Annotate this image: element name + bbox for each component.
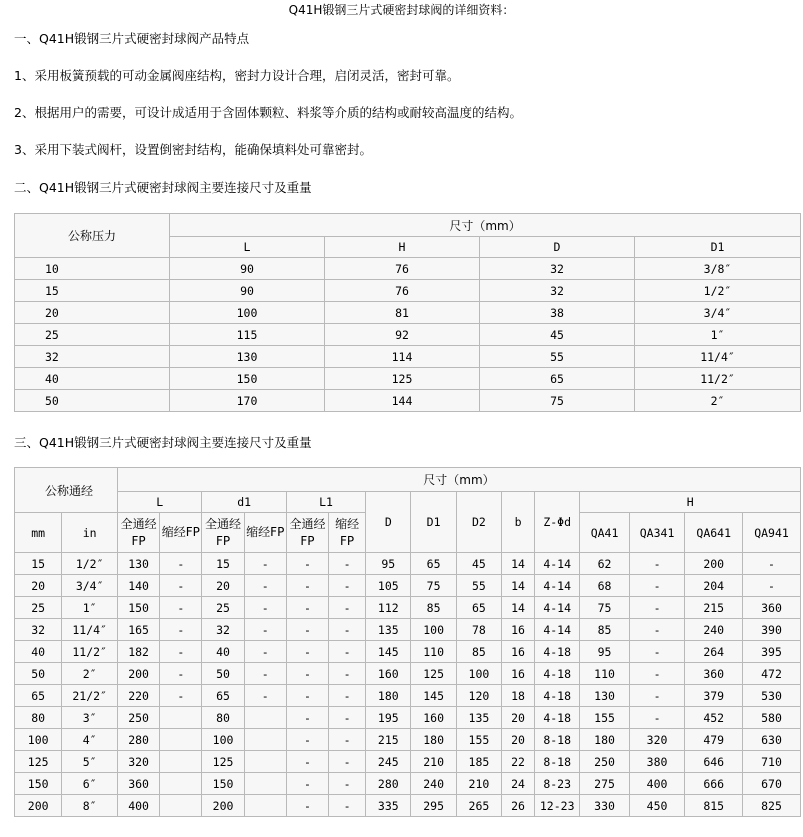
table-row (15, 346, 801, 368)
table-cell: 50 (202, 663, 244, 685)
table-cell: - (630, 597, 686, 619)
table-row (15, 729, 801, 751)
table-cell: 16 (502, 641, 535, 663)
table-cell: 8-18 (535, 751, 580, 773)
group-header-L1: L1 (287, 492, 366, 513)
table-cell: 24 (502, 773, 535, 795)
col-header-d1-reduced-bore: 缩经FP (245, 513, 287, 553)
table-cell: 115 (170, 324, 325, 346)
table-cell: 710 (743, 751, 801, 773)
table-cell: - (287, 707, 329, 729)
table-cell: 90 (170, 280, 325, 302)
table-cell: - (160, 553, 202, 575)
table-cell: 16 (502, 619, 535, 641)
col-header-d1-full-bore: 全通经FP (202, 513, 244, 553)
table-cell: 144 (325, 390, 480, 412)
table-cell (245, 707, 287, 729)
table-cell: 182 (118, 641, 160, 663)
table-cell: - (329, 553, 366, 575)
table-cell: - (287, 663, 329, 685)
col-header-D: D (366, 492, 411, 553)
table-cell: 5″ (62, 751, 118, 773)
table-cell: 50 (15, 663, 62, 685)
document-title: Q41H锻钢三片式硬密封球阀的详细资料： (288, 3, 515, 17)
table-cell: 75 (580, 597, 629, 619)
table-cell: 240 (411, 773, 456, 795)
table-cell: 150 (118, 597, 160, 619)
table-cell: 95 (580, 641, 629, 663)
table-cell: 240 (685, 619, 743, 641)
size-header: 尺寸（mm） (118, 468, 801, 492)
table-cell: 76 (325, 280, 480, 302)
table-cell: 400 (118, 795, 160, 817)
table-cell: 280 (118, 729, 160, 751)
table-cell: 479 (685, 729, 743, 751)
table-cell: 68 (580, 575, 629, 597)
table-cell: 65 (202, 685, 244, 707)
table-cell: 110 (411, 641, 456, 663)
table-cell: 100 (411, 619, 456, 641)
table-cell: 65 (15, 685, 62, 707)
table-cell (160, 751, 202, 773)
table-cell: - (329, 663, 366, 685)
table-cell: 100 (170, 302, 325, 324)
table-cell: 90 (170, 258, 325, 280)
table-cell: 320 (118, 751, 160, 773)
table-cell: 4″ (62, 729, 118, 751)
table-cell: - (287, 795, 329, 817)
table-row (15, 258, 801, 280)
table-cell: - (329, 575, 366, 597)
table-cell: 18 (502, 685, 535, 707)
table-cell: - (743, 553, 801, 575)
table-cell: 114 (325, 346, 480, 368)
table-cell: 45 (457, 553, 502, 575)
table-cell: - (245, 597, 287, 619)
table-cell (245, 729, 287, 751)
table-row (15, 641, 801, 663)
table-cell: 4-14 (535, 619, 580, 641)
col-header-in: in (62, 513, 118, 553)
table-cell: 81 (325, 302, 480, 324)
table-row (15, 751, 801, 773)
table-cell: 55 (457, 575, 502, 597)
table-cell: 155 (457, 729, 502, 751)
table-cell: 195 (366, 707, 411, 729)
col-header-qa641: QA641 (685, 513, 743, 553)
table-cell: 100 (202, 729, 244, 751)
table-cell: 32 (15, 619, 62, 641)
table-cell: 4-18 (535, 685, 580, 707)
col-header-H: H (325, 237, 480, 258)
table-row (15, 707, 801, 729)
col-header-mm: mm (15, 513, 62, 553)
col-header-L: L (170, 237, 325, 258)
col-header-D: D (480, 237, 635, 258)
table-cell: 14 (502, 553, 535, 575)
table-cell: - (245, 575, 287, 597)
size-header: 尺寸（mm） (170, 214, 801, 237)
col-header-b: b (502, 492, 535, 553)
col-header-qa41: QA41 (580, 513, 629, 553)
table-cell: 10 (15, 258, 170, 280)
table-cell: 150 (202, 773, 244, 795)
table-cell: 1/2″ (635, 280, 801, 302)
table-cell: 200 (202, 795, 244, 817)
table-cell: 815 (685, 795, 743, 817)
col-header-L1-full-bore: 全通经FP (287, 513, 329, 553)
table-cell: 360 (685, 663, 743, 685)
table-row (15, 773, 801, 795)
table-cell: - (160, 597, 202, 619)
table-cell: 200 (685, 553, 743, 575)
table-cell: 180 (366, 685, 411, 707)
table-row (15, 619, 801, 641)
table-cell: 76 (325, 258, 480, 280)
table-cell: 264 (685, 641, 743, 663)
table-cell: 215 (685, 597, 743, 619)
table-cell: 120 (457, 685, 502, 707)
table-cell: 4-14 (535, 575, 580, 597)
table-cell: - (287, 619, 329, 641)
table-cell: 32 (480, 258, 635, 280)
table-cell: 250 (580, 751, 629, 773)
table-cell: 8″ (62, 795, 118, 817)
table-cell: 1″ (635, 324, 801, 346)
table-row (15, 368, 801, 390)
table-cell: 62 (580, 553, 629, 575)
table-cell: 14 (502, 575, 535, 597)
table-cell: 112 (366, 597, 411, 619)
table-cell: 85 (457, 641, 502, 663)
table-cell: 180 (580, 729, 629, 751)
dimension-table-by-bore (14, 467, 801, 817)
table-cell: 20 (502, 729, 535, 751)
table-cell: 95 (366, 553, 411, 575)
table-cell: - (287, 553, 329, 575)
table-cell: 472 (743, 663, 801, 685)
table-cell: 11/2″ (62, 641, 118, 663)
dimension-table-by-pressure (14, 213, 801, 412)
table-cell: - (245, 641, 287, 663)
table-cell: 40 (15, 368, 170, 390)
table-cell: - (287, 597, 329, 619)
table-cell: 21/2″ (62, 685, 118, 707)
col-header-D1: D1 (635, 237, 801, 258)
table-cell: 452 (685, 707, 743, 729)
table-cell: 40 (202, 641, 244, 663)
feature-point-1: 1、采用板簧预载的可动金属阀座结构，密封力设计合理，启闭灵活，密封可靠。 (14, 68, 460, 83)
table-cell: 145 (366, 641, 411, 663)
table-cell: 100 (15, 729, 62, 751)
table-cell: 75 (411, 575, 456, 597)
nominal-bore-header: 公称通经 (15, 468, 118, 513)
table-cell: 245 (366, 751, 411, 773)
col-header-L1-reduced-bore: 缩经FP (329, 513, 366, 553)
table-cell: - (160, 641, 202, 663)
table-cell: 32 (202, 619, 244, 641)
table-cell: 45 (480, 324, 635, 346)
table-cell: 78 (457, 619, 502, 641)
table-cell: - (245, 553, 287, 575)
table-cell: - (160, 663, 202, 685)
table-cell (160, 795, 202, 817)
table-cell: 32 (15, 346, 170, 368)
table-cell: - (160, 685, 202, 707)
table-row (15, 324, 801, 346)
table-cell: 110 (580, 663, 629, 685)
table-cell: 4-18 (535, 641, 580, 663)
table-cell: 130 (580, 685, 629, 707)
table-row (15, 597, 801, 619)
col-header-L-reduced-bore: 缩经FP (160, 513, 202, 553)
table-cell: 20 (502, 707, 535, 729)
feature-point-3: 3、采用下装式阀杆，设置倒密封结构，能确保填料处可靠密封。 (14, 142, 372, 157)
table-cell: 80 (202, 707, 244, 729)
table-cell: - (329, 773, 366, 795)
feature-point-2: 2、根据用户的需要，可设计成适用于含固体颗粒、料浆等介质的结构或耐较高温度的结构。 (14, 105, 522, 120)
table-cell: 145 (411, 685, 456, 707)
table-cell: - (329, 619, 366, 641)
table-cell: 4-14 (535, 597, 580, 619)
table-cell: 4-18 (535, 663, 580, 685)
table-cell: 3/4″ (62, 575, 118, 597)
group-header-L: L (118, 492, 202, 513)
table-cell (245, 795, 287, 817)
table-cell: - (160, 575, 202, 597)
table-cell: 280 (366, 773, 411, 795)
table-cell: - (329, 641, 366, 663)
table-cell: - (287, 773, 329, 795)
table-cell: 360 (118, 773, 160, 795)
table-cell: - (630, 641, 686, 663)
table-cell: 135 (366, 619, 411, 641)
table-row (15, 302, 801, 324)
table-cell: 200 (15, 795, 62, 817)
table-cell: 3/8″ (635, 258, 801, 280)
table-cell: 450 (630, 795, 686, 817)
table-cell: 16 (502, 663, 535, 685)
table-cell: 165 (118, 619, 160, 641)
table-row (15, 280, 801, 302)
table-cell: 400 (630, 773, 686, 795)
table-cell: 40 (15, 641, 62, 663)
table-cell: 160 (366, 663, 411, 685)
table-cell: 65 (480, 368, 635, 390)
table-cell: 390 (743, 619, 801, 641)
table-cell: - (329, 795, 366, 817)
table-cell (245, 773, 287, 795)
table-cell: 630 (743, 729, 801, 751)
table-cell: 32 (480, 280, 635, 302)
table-cell: 180 (411, 729, 456, 751)
table-cell: - (287, 729, 329, 751)
table-cell: - (287, 641, 329, 663)
table-cell: 75 (480, 390, 635, 412)
table-cell: - (630, 619, 686, 641)
table-cell: - (630, 685, 686, 707)
table-cell: 1/2″ (62, 553, 118, 575)
table-cell: 135 (457, 707, 502, 729)
table-cell: 11/4″ (635, 346, 801, 368)
table-cell: 3″ (62, 707, 118, 729)
table-row (15, 553, 801, 575)
table-cell: - (329, 707, 366, 729)
table-cell: 25 (202, 597, 244, 619)
table-cell: 380 (630, 751, 686, 773)
table-cell: 85 (580, 619, 629, 641)
table-cell: - (630, 575, 686, 597)
table-cell: 125 (325, 368, 480, 390)
table-cell: - (245, 685, 287, 707)
table-cell: - (630, 707, 686, 729)
table-cell: 15 (15, 280, 170, 302)
table-cell: - (287, 575, 329, 597)
table-cell: 185 (457, 751, 502, 773)
table-cell: - (329, 685, 366, 707)
col-header-L-full-bore: 全通经FP (118, 513, 160, 553)
table-cell: 220 (118, 685, 160, 707)
table-cell (245, 751, 287, 773)
table-cell: 580 (743, 707, 801, 729)
table-cell: 320 (630, 729, 686, 751)
table-cell: 140 (118, 575, 160, 597)
group-header-H: H (580, 492, 801, 513)
table-cell: 125 (202, 751, 244, 773)
table-cell: 150 (15, 773, 62, 795)
table-cell: 210 (457, 773, 502, 795)
table-cell: 20 (15, 575, 62, 597)
table-cell: 25 (15, 597, 62, 619)
table-cell: - (329, 751, 366, 773)
table-cell: 395 (743, 641, 801, 663)
table-cell: 215 (366, 729, 411, 751)
table-cell: 4-18 (535, 707, 580, 729)
table-cell: 25 (15, 324, 170, 346)
table-cell: 670 (743, 773, 801, 795)
table-cell: 50 (15, 390, 170, 412)
section2-heading: 二、Q41H锻钢三片式硬密封球阀主要连接尺寸及重量 (14, 180, 312, 195)
table-cell: - (630, 553, 686, 575)
table-cell: 155 (580, 707, 629, 729)
table-cell: 15 (15, 553, 62, 575)
table-cell (160, 773, 202, 795)
table-cell: 825 (743, 795, 801, 817)
table-cell: 200 (118, 663, 160, 685)
table-cell: 20 (15, 302, 170, 324)
table-cell: 105 (366, 575, 411, 597)
table-cell: 8-23 (535, 773, 580, 795)
col-header-qa941: QA941 (743, 513, 801, 553)
table-cell: 250 (118, 707, 160, 729)
table-cell: 275 (580, 773, 629, 795)
col-header-z-phi-d: Z-Φd (535, 492, 580, 553)
table-cell: 92 (325, 324, 480, 346)
table-cell: 646 (685, 751, 743, 773)
table-cell: 55 (480, 346, 635, 368)
table-cell: 65 (411, 553, 456, 575)
table-cell: 4-14 (535, 553, 580, 575)
pressure-header: 公称压力 (15, 214, 170, 258)
table-cell: - (287, 685, 329, 707)
table-cell: 130 (170, 346, 325, 368)
table-row (15, 685, 801, 707)
table-cell: - (743, 575, 801, 597)
table-cell: 666 (685, 773, 743, 795)
table-cell: 295 (411, 795, 456, 817)
table-cell (160, 729, 202, 751)
table-cell: 130 (118, 553, 160, 575)
table-cell: 20 (202, 575, 244, 597)
table-cell: - (329, 597, 366, 619)
table-cell: 6″ (62, 773, 118, 795)
table-cell: - (630, 663, 686, 685)
table-row (15, 663, 801, 685)
group-header-d1: d1 (202, 492, 286, 513)
table-cell: 170 (170, 390, 325, 412)
table-cell: 210 (411, 751, 456, 773)
table-cell: 530 (743, 685, 801, 707)
table-cell: 160 (411, 707, 456, 729)
table-cell: 2″ (62, 663, 118, 685)
table-cell: 100 (457, 663, 502, 685)
table-cell: - (329, 729, 366, 751)
col-header-qa341: QA341 (630, 513, 686, 553)
table-cell: 12-23 (535, 795, 580, 817)
table-cell: - (287, 751, 329, 773)
table-cell (160, 707, 202, 729)
table-cell: 15 (202, 553, 244, 575)
table-cell: 11/2″ (635, 368, 801, 390)
table-cell: 22 (502, 751, 535, 773)
col-header-D1: D1 (411, 492, 456, 553)
table-cell: - (245, 663, 287, 685)
table-cell: 14 (502, 597, 535, 619)
table-cell: 85 (411, 597, 456, 619)
table-cell: 379 (685, 685, 743, 707)
table-cell: 335 (366, 795, 411, 817)
table-cell: 26 (502, 795, 535, 817)
table-cell: 125 (15, 751, 62, 773)
table-cell: 2″ (635, 390, 801, 412)
table-cell: 125 (411, 663, 456, 685)
table-cell: 38 (480, 302, 635, 324)
table-cell: 204 (685, 575, 743, 597)
table-cell: 3/4″ (635, 302, 801, 324)
section1-heading: 一、Q41H锻钢三片式硬密封球阀产品特点 (14, 31, 250, 46)
table-cell: 65 (457, 597, 502, 619)
table-cell: 8-18 (535, 729, 580, 751)
table-cell: - (245, 619, 287, 641)
table-cell: 265 (457, 795, 502, 817)
col-header-D2: D2 (457, 492, 502, 553)
table-cell: 330 (580, 795, 629, 817)
table-cell: 1″ (62, 597, 118, 619)
table-cell: 360 (743, 597, 801, 619)
table-cell: - (160, 619, 202, 641)
section3-heading: 三、Q41H锻钢三片式硬密封球阀主要连接尺寸及重量 (14, 435, 312, 450)
table-cell: 150 (170, 368, 325, 390)
table-cell: 80 (15, 707, 62, 729)
table-row (15, 390, 801, 412)
table-row (15, 575, 801, 597)
table-row (15, 795, 801, 817)
table-cell: 11/4″ (62, 619, 118, 641)
